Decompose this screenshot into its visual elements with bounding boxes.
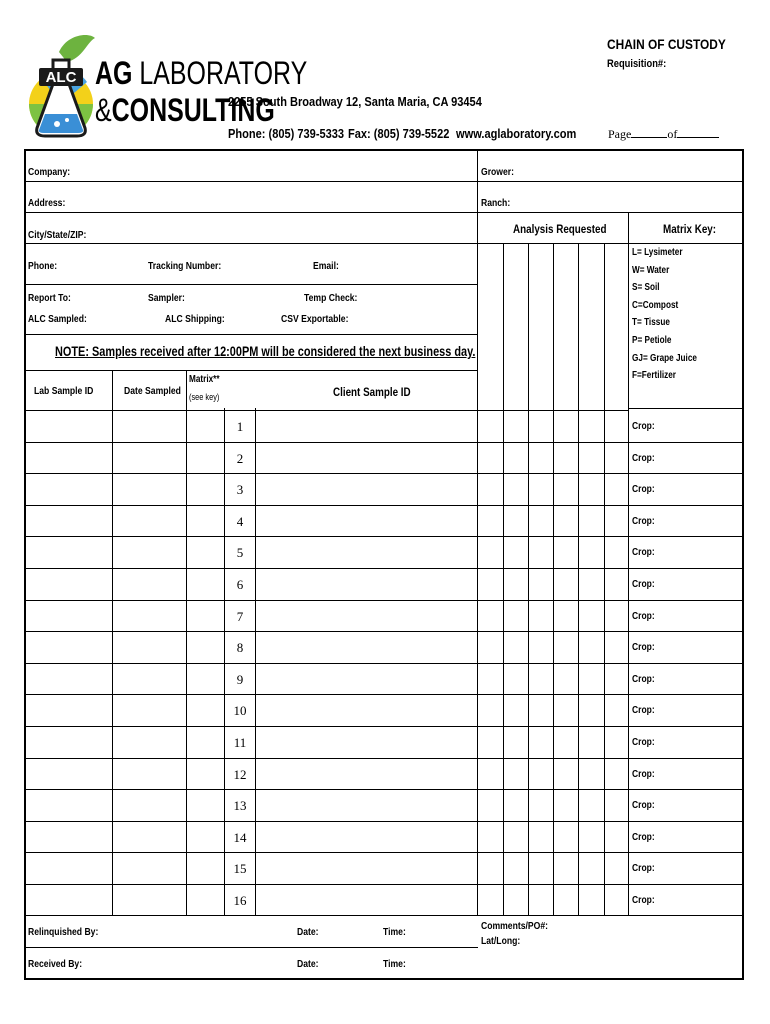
matrix-key-item: C=Compost (632, 299, 679, 311)
lab-phone: Phone: (805) 739-5333 (228, 126, 345, 141)
business-day-note: NOTE: Samples received after 12:00PM will be considered the next business day. (55, 343, 476, 359)
comments-po-label: Comments/PO#: (481, 920, 548, 932)
crop-label: Crop: (632, 579, 655, 590)
matrix-key-item: L= Lysimeter (632, 247, 683, 258)
row-number: 16 (233, 893, 247, 908)
row-number: 12 (233, 767, 247, 782)
page-number-field[interactable] (631, 137, 667, 138)
lab-sample-id-header: Lab Sample ID (34, 385, 94, 397)
relinquished-date-label: Date: (297, 926, 319, 938)
received-time-label: Time: (383, 958, 406, 970)
client-sample-id-header: Client Sample ID (333, 385, 411, 399)
row-number: 15 (233, 861, 247, 876)
matrix-key-header: Matrix Key: (663, 222, 717, 236)
relinquished-time-label: Time: (383, 926, 406, 938)
lab-website[interactable]: www.aglaboratory.com (456, 126, 577, 141)
company-label: Company: (28, 166, 71, 178)
logo-wordmark-line1 (95, 55, 307, 92)
crop-label: Crop: (632, 737, 655, 748)
relinquished-by-label: Relinquished By: (28, 926, 99, 938)
row-number: 7 (236, 609, 244, 624)
crop-label: Crop: (632, 611, 655, 622)
page-label: Page (608, 127, 632, 141)
row-number: 9 (236, 672, 244, 687)
received-by-label: Received By: (28, 958, 83, 970)
alc-sampled-label: ALC Sampled: (28, 313, 87, 325)
crop-label: Crop: (632, 800, 655, 811)
received-date-label: Date: (297, 958, 319, 970)
city-state-zip-label: City/State/ZIP: (28, 229, 87, 241)
matrix-key-item: F=Fertilizer (632, 370, 676, 382)
grower-label: Grower: (481, 166, 515, 178)
row-number: 1 (236, 419, 244, 434)
address-label: Address: (28, 197, 66, 209)
lat-long-label: Lat/Long: (481, 935, 521, 947)
row-number: 13 (233, 798, 247, 813)
sampler-label: Sampler: (148, 292, 185, 304)
crop-label: Crop: (632, 895, 655, 906)
temp-check-label: Temp Check: (304, 292, 358, 304)
logo-laboratory-text: LABORATORY (139, 55, 308, 91)
crop-label: Crop: (632, 642, 655, 653)
row-number: 5 (236, 545, 244, 560)
form-title: CHAIN OF CUSTODY (607, 36, 726, 52)
crop-label: Crop: (632, 705, 655, 716)
phone-label: Phone: (28, 260, 58, 272)
crop-label: Crop: (632, 484, 655, 495)
ranch-label: Ranch: (481, 197, 511, 209)
row-number: 14 (233, 830, 247, 845)
logo-amp-text: & (95, 92, 112, 128)
email-label: Email: (313, 260, 339, 272)
matrix-key-item: W= Water (632, 264, 670, 276)
tracking-number-label: Tracking Number: (148, 260, 222, 272)
report-to-label: Report To: (28, 292, 71, 304)
alc-shipping-label: ALC Shipping: (165, 313, 225, 325)
matrix-see-key: (see key) (189, 392, 220, 402)
logo-ag-text: AG (95, 55, 133, 91)
crop-label: Crop: (632, 453, 655, 464)
matrix-key-item: T= Tissue (632, 317, 670, 329)
row-number: 2 (236, 451, 244, 466)
logo-consulting-text: CONSULTING (111, 92, 275, 128)
row-number: 4 (236, 514, 244, 529)
matrix-key-item: P= Petiole (632, 335, 672, 346)
analysis-requested-header: Analysis Requested (513, 222, 607, 236)
lab-address: 2255 South Broadway 12, Santa Maria, CA 93454 (228, 94, 482, 109)
matrix-key-item: GJ= Grape Juice (632, 352, 697, 364)
row-number: 11 (233, 735, 247, 750)
lab-fax: Fax: (805) 739-5522 (348, 126, 450, 141)
crop-label: Crop: (632, 421, 655, 432)
crop-label: Crop: (632, 863, 655, 874)
crop-label: Crop: (632, 769, 655, 780)
crop-label: Crop: (632, 832, 655, 843)
logo-mark: ALC (45, 69, 77, 86)
matrix-key-item: S= Soil (632, 282, 660, 294)
company-logo (27, 32, 97, 144)
page-of-label: of (667, 127, 678, 141)
crop-label: Crop: (632, 547, 655, 558)
row-number: 8 (236, 640, 244, 655)
date-sampled-header: Date Sampled (124, 385, 181, 397)
matrix-header: Matrix** (189, 374, 220, 385)
crop-label: Crop: (632, 674, 655, 685)
page-total-field[interactable] (677, 137, 719, 138)
row-number: 10 (233, 703, 247, 718)
row-number: 6 (236, 577, 244, 592)
page-indicator (608, 127, 719, 142)
requisition-label: Requisition#: (607, 58, 667, 70)
row-number: 3 (236, 482, 244, 497)
crop-label: Crop: (632, 516, 655, 527)
csv-exportable-label: CSV Exportable: (281, 313, 349, 325)
